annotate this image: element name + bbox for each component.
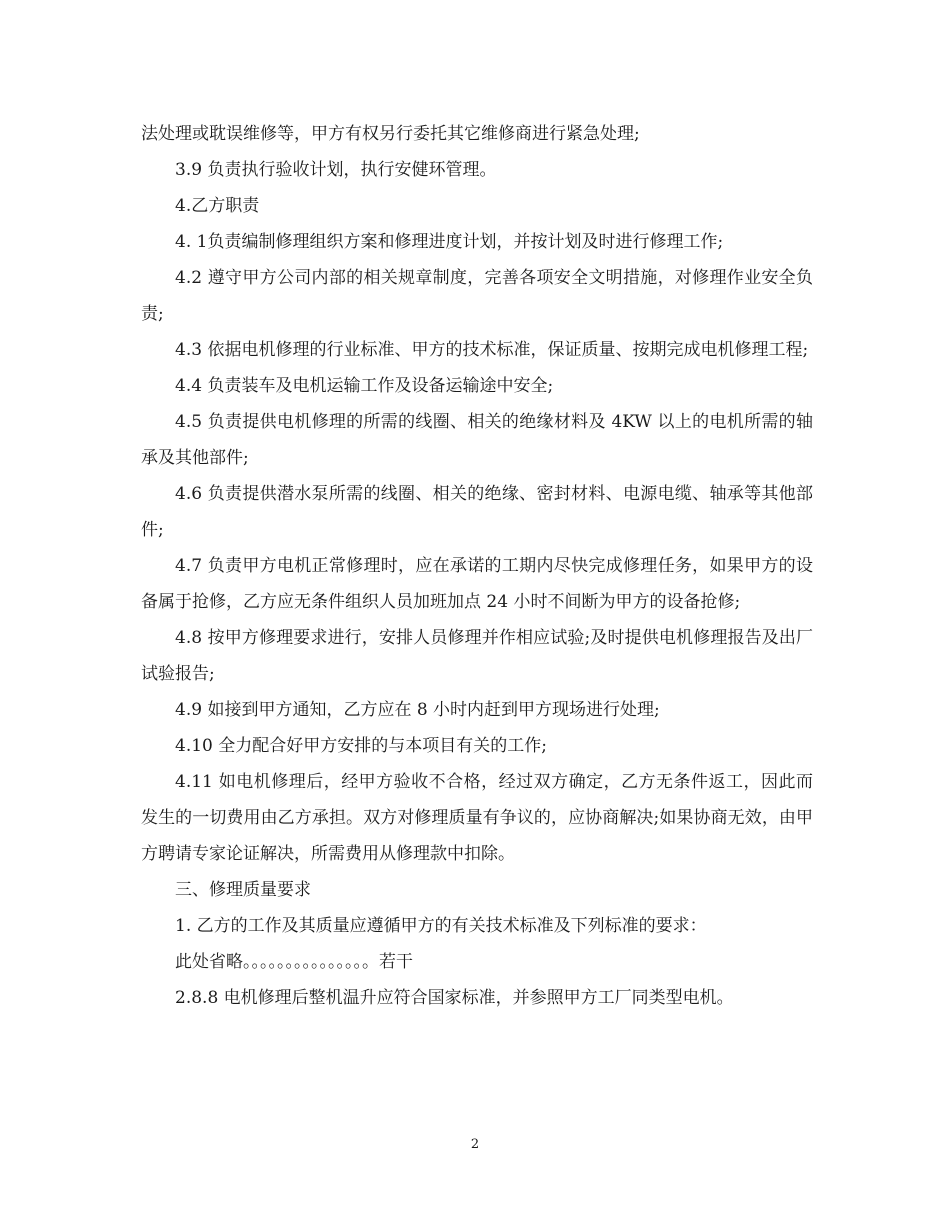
paragraph: 4.3 依据电机修理的行业标准、甲方的技术标准，保证质量、按期完成电机修理工程; bbox=[175, 340, 809, 360]
section-heading: 4.乙方职责 bbox=[175, 196, 260, 216]
document-body bbox=[141, 116, 813, 1016]
paragraph: 4. 1负责编制修理组织方案和修理进度计划，并按计划及时进行修理工作; bbox=[175, 232, 724, 252]
paragraph: 法处理或耽误维修等，甲方有权另行委托其它维修商进行紧急处理; bbox=[141, 124, 640, 144]
section-heading: 三、修理质量要求 bbox=[175, 880, 311, 900]
paragraph: 3.9 负责执行验收计划，执行安健环管理。 bbox=[175, 160, 497, 180]
paragraph: 4.6 负责提供潜水泵所需的线圈、相关的绝缘、密封材料、电源电缆、轴承等其他部件; bbox=[141, 484, 813, 540]
paragraph: 4.9 如接到甲方通知，乙方应在 8 小时内赶到甲方现场进行处理; bbox=[175, 700, 660, 720]
paragraph: 4.7 负责甲方电机正常修理时，应在承诺的工期内尽快完成修理任务，如果甲方的设备属于抢修，乙方应无条件组织人员加班加点 24 小时不间断为甲方的设备抢修; bbox=[141, 556, 813, 612]
paragraph: 4.11 如电机修理后，经甲方验收不合格，经过双方确定，乙方无条件返工，因此而发生的一切费用由乙方承担。双方对修理质量有争议的，应协商解决;如果协商无效，由甲方聘请专家论证解决，所需费用从修理款中扣除。 bbox=[141, 772, 813, 864]
paragraph: 2.8.8 电机修理后整机温升应符合国家标准，并参照甲方工厂同类型电机。 bbox=[175, 988, 734, 1008]
paragraph: 此处省略。。。。。。。。。。。。。。。若干 bbox=[175, 952, 413, 972]
paragraph: 4.10 全力配合好甲方安排的与本项目有关的工作; bbox=[175, 736, 547, 756]
page-number: 2 bbox=[470, 1137, 480, 1152]
paragraph: 4.5 负责提供电机修理的所需的线圈、相关的绝缘材料及 4KW 以上的电机所需的轴承及其他部件; bbox=[141, 412, 813, 468]
paragraph: 1. 乙方的工作及其质量应遵循甲方的有关技术标准及下列标准的要求： bbox=[175, 916, 707, 936]
paragraph: 4.8 按甲方修理要求进行，安排人员修理并作相应试验;及时提供电机修理报告及出厂试验报告; bbox=[141, 628, 813, 684]
paragraph: 4.4 负责装车及电机运输工作及设备运输途中安全; bbox=[175, 376, 554, 396]
paragraph: 4.2 遵守甲方公司内部的相关规章制度，完善各项安全文明措施，对修理作业安全负责; bbox=[141, 268, 813, 324]
